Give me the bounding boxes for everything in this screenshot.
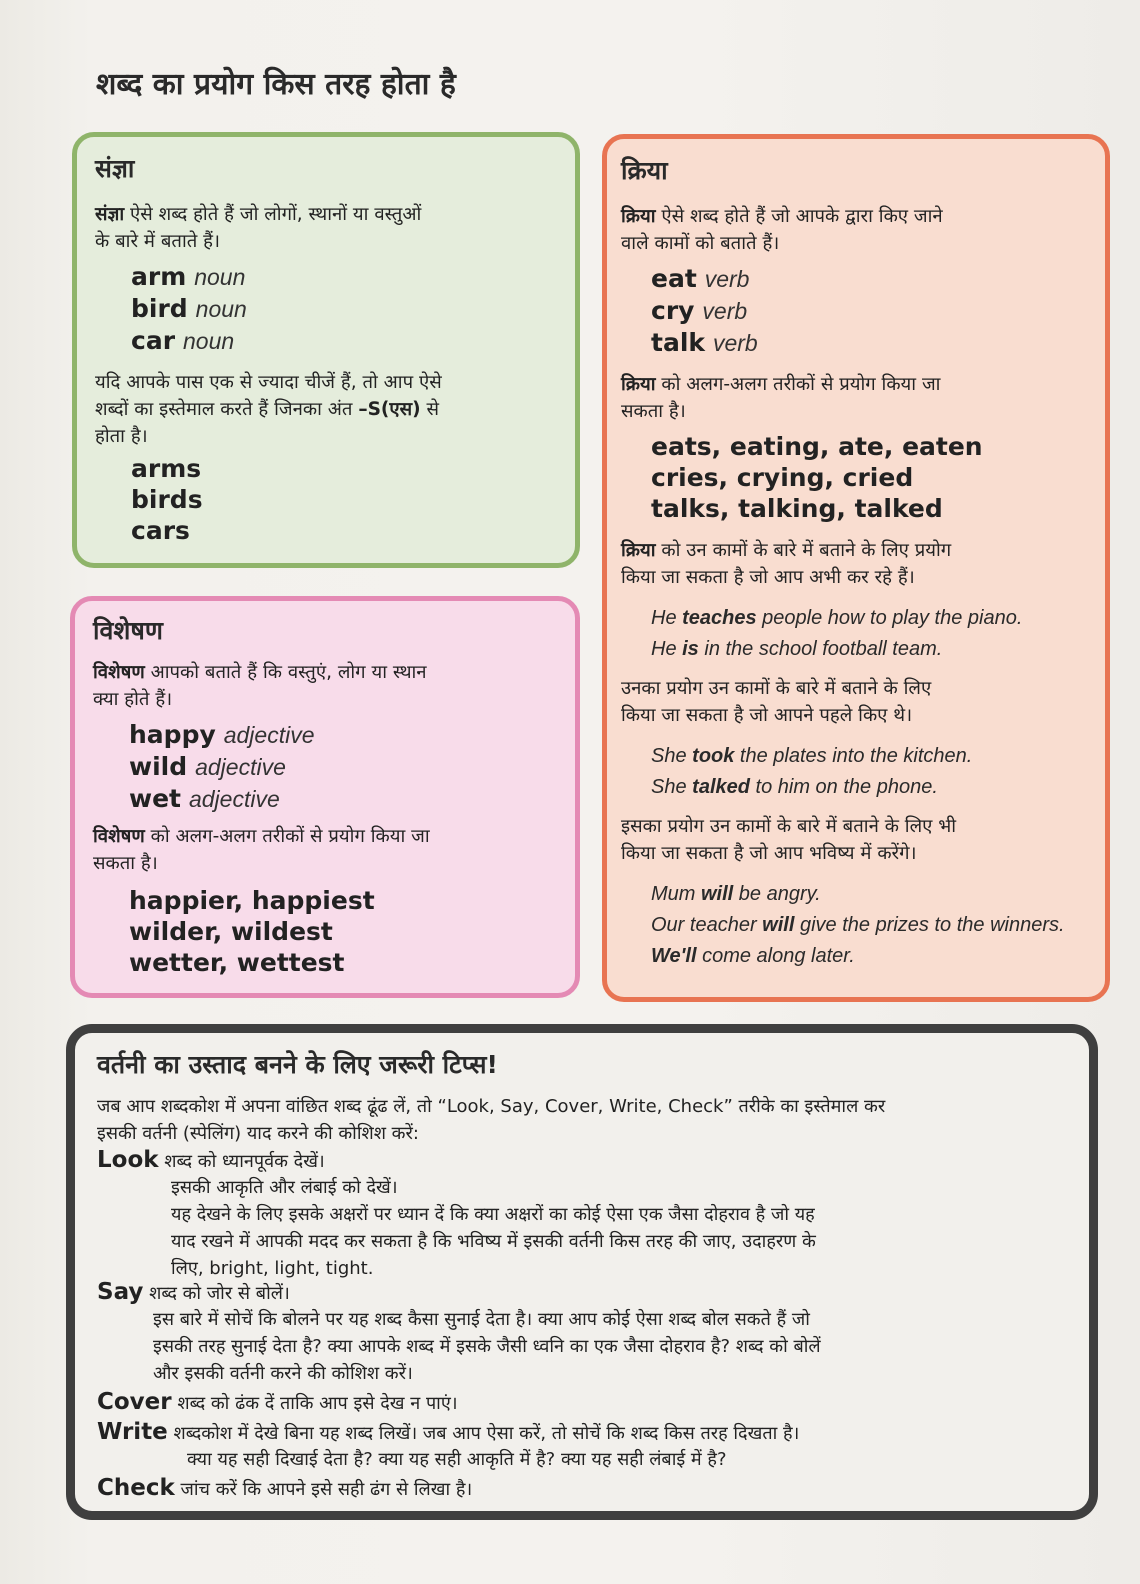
tip-write-text: शब्दकोश में देखे बिना यह शब्द लिखें। जब आप ऐसा करें, तो सोचें कि शब्द किस तरह दिखता है।	[167, 1423, 800, 1444]
verb-example	[651, 263, 758, 295]
noun-plural-line3: होता है।	[95, 426, 148, 447]
tip-write-label: Write	[97, 1419, 168, 1445]
tip-look-sub: लिए, bright, light, tight.	[171, 1258, 374, 1279]
adjective-def-term: विशेषण	[93, 662, 145, 683]
example-word: car	[131, 326, 176, 355]
tip-look-sub: यह देखने के लिए इसके अक्षरों पर ध्यान दें कि क्या अक्षरों का कोई ऐसा एक जैसा दोहराव है जो यह	[171, 1204, 815, 1225]
plural-word: cars	[131, 516, 190, 545]
part-of-speech: verb	[712, 330, 758, 356]
adjective-form: wetter, wettest	[129, 948, 345, 977]
part-of-speech: noun	[194, 264, 246, 290]
tip-look-label: Look	[97, 1147, 159, 1173]
tip-cover-label: Cover	[97, 1389, 172, 1415]
noun-example	[131, 261, 247, 293]
tip-say-label: Say	[97, 1279, 144, 1305]
tip-look-details-2	[171, 1201, 816, 1282]
plural-word: birds	[131, 485, 203, 514]
example-sentence: He teaches people how to play the piano.	[651, 607, 1023, 629]
part-of-speech: adjective	[223, 722, 315, 748]
verb-form: talks, talking, talked	[651, 494, 943, 523]
tip-say-sub: इस बारे में सोचें कि बोलने पर यह शब्द कैसा सुनाई देता है। क्या आप कोई ऐसा शब्द बोल सकते हैं जो	[153, 1309, 810, 1330]
verb-forms-line1: को अलग-अलग तरीकों से प्रयोग किया जा	[655, 374, 941, 395]
tip-look-sub: याद रखने में आपकी मदद कर सकता है कि भविष्य में इसकी वर्तनी किस तरह की जाए, उदाहरण के	[171, 1231, 816, 1252]
noun-plurals	[131, 453, 203, 546]
example-word: wet	[129, 784, 182, 813]
example-word: happy	[129, 720, 216, 749]
verb-def-line1: ऐसे शब्द होते हैं जो आपके द्वारा किए जाने	[655, 206, 943, 227]
verb-box	[602, 134, 1110, 1002]
verb-forms-term: क्रिया	[621, 374, 656, 395]
verb-forms	[651, 431, 983, 524]
verb-examples	[651, 263, 758, 359]
verb-def-line2: वाले कामों को बताते हैं।	[621, 233, 780, 254]
part-of-speech: adjective	[195, 754, 286, 780]
tip-look-text: शब्द को ध्यानपूर्वक देखें।	[158, 1151, 325, 1172]
part-of-speech: verb	[704, 266, 750, 292]
tip-write-sub: क्या यह सही दिखाई देता है? क्या यह सही आकृति में है? क्या यह सही लंबाई में है?	[187, 1449, 727, 1470]
noun-definition	[95, 201, 565, 255]
example-sentence: He is in the school football team.	[651, 638, 943, 660]
verb-definition	[621, 203, 1097, 257]
tip-look-sub: इसकी आकृति और लंबाई को देखें।	[171, 1177, 398, 1198]
noun-def-term: संज्ञा	[95, 204, 125, 225]
plural-word: arms	[131, 454, 202, 483]
tips-title: वर्तनी का उस्ताद बनने के लिए जरूरी टिप्स!	[97, 1050, 498, 1079]
verb-past-line2: किया जा सकता है जो आपने पहले किए थे।	[621, 705, 913, 726]
tip-check-text: जांच करें कि आपने इसे सही ढंग से लिखा है।	[174, 1479, 473, 1500]
verb-title: क्रिया	[621, 156, 668, 185]
adjective-forms-line2: सकता है।	[93, 853, 158, 874]
part-of-speech: noun	[195, 296, 247, 322]
tip-look-details	[171, 1174, 398, 1201]
noun-examples	[131, 261, 247, 357]
verb-present-sentences	[651, 603, 1022, 665]
example-word: arm	[131, 262, 187, 291]
noun-plural-line2: शब्दों का इस्तेमाल करते हैं जिनका अंत	[95, 399, 359, 420]
tip-write-details	[187, 1446, 727, 1473]
noun-example	[131, 325, 247, 357]
verb-past-line1: उनका प्रयोग उन कामों के बारे में बताने के लिए	[621, 678, 932, 699]
tip-say-sub: और इसकी वर्तनी करने की कोशिश करें।	[153, 1363, 413, 1384]
noun-def-line1: ऐसे शब्द होते हैं जो लोगों, स्थानों या वस्तुओं	[124, 204, 422, 225]
tip-say-sub: इसकी तरह सुनाई देता है? क्या आपके शब्द में इसके जैसी ध्वनि का एक जैसा दोहराव है? शब्द को बोलें	[153, 1336, 821, 1357]
verb-future-text	[621, 813, 1097, 867]
noun-box	[72, 132, 580, 568]
plural-suffix: –S(एस)	[358, 399, 421, 420]
tip-look	[97, 1147, 325, 1175]
tips-intro-line2: इसकी वर्तनी (स्पेलिंग) याद करने की कोशिश करें:	[97, 1123, 419, 1144]
noun-plural-text	[95, 369, 565, 450]
noun-plural-line1: यदि आपके पास एक से ज्यादा चीजें हैं, तो आप ऐसे	[95, 372, 442, 393]
example-word: eat	[651, 264, 697, 293]
adjective-forms-line1: को अलग-अलग तरीकों से प्रयोग किया जा	[144, 826, 430, 847]
adjective-example	[129, 751, 315, 783]
adjective-forms	[129, 885, 375, 978]
verb-future-line2: किया जा सकता है जो आप भविष्य में करेंगे।	[621, 843, 917, 864]
verb-forms-text	[621, 371, 1097, 425]
adjective-example	[129, 783, 315, 815]
adjective-def-line1: आपको बताते हैं कि वस्तुएं, लोग या स्थान	[144, 662, 427, 683]
example-sentence: She took the plates into the kitchen.	[651, 745, 973, 767]
verb-future-line1: इसका प्रयोग उन कामों के बारे में बताने के लिए भी	[621, 816, 957, 837]
part-of-speech: noun	[182, 328, 235, 354]
tip-say-details	[153, 1306, 821, 1387]
tip-cover	[97, 1389, 458, 1417]
spelling-tips-box	[66, 1024, 1098, 1520]
verb-present-term: क्रिया	[621, 540, 656, 561]
adjective-examples	[129, 719, 315, 815]
tip-say	[97, 1279, 290, 1307]
example-sentence: Mum will be angry.	[651, 883, 821, 905]
tip-say-text: शब्द को जोर से बोलें।	[143, 1283, 290, 1304]
verb-present-line2: किया जा सकता है जो आप अभी कर रहे हैं।	[621, 567, 915, 588]
verb-present-line1: को उन कामों के बारे में बताने के लिए प्रयोग	[655, 540, 952, 561]
example-sentence: She talked to him on the phone.	[651, 776, 938, 798]
tips-intro	[97, 1093, 1087, 1147]
tips-intro-line1: जब आप शब्दकोश में अपना वांछित शब्द ढूंढ लें, तो “Look, Say, Cover, Write, Check” तरीके का इस्तेमाल कर	[97, 1096, 886, 1117]
example-word: cry	[651, 296, 695, 325]
verb-form: cries, crying, cried	[651, 463, 914, 492]
adjective-form: happier, happiest	[129, 886, 375, 915]
adjective-form: wilder, wildest	[129, 917, 333, 946]
verb-forms-line2: सकता है।	[621, 401, 686, 422]
noun-def-line2: के बारे में बताते हैं।	[95, 231, 220, 252]
page-title: शब्द का प्रयोग किस तरह होता है	[96, 67, 456, 102]
part-of-speech: verb	[702, 298, 748, 324]
verb-past-text	[621, 675, 1097, 729]
tip-write	[97, 1419, 799, 1447]
verb-future-sentences	[651, 879, 1065, 972]
verb-example	[651, 295, 758, 327]
tip-check	[97, 1475, 472, 1503]
example-word: bird	[131, 294, 188, 323]
example-sentence: We'll come along later.	[651, 945, 855, 967]
adjective-box	[70, 596, 580, 998]
example-sentence: Our teacher will give the prizes to the winners.	[651, 914, 1065, 936]
tip-check-label: Check	[97, 1475, 175, 1501]
part-of-speech: adjective	[188, 786, 280, 812]
adjective-definition	[93, 659, 563, 713]
verb-form: eats, eating, ate, eaten	[651, 432, 983, 461]
tip-cover-text: शब्द को ढंक दें ताकि आप इसे देख न पाएं।	[171, 1393, 458, 1414]
noun-example	[131, 293, 247, 325]
adjective-example	[129, 719, 315, 751]
verb-def-term: क्रिया	[621, 206, 656, 227]
adjective-forms-text	[93, 823, 563, 877]
adjective-forms-term: विशेषण	[93, 826, 145, 847]
example-word: talk	[651, 328, 706, 357]
adjective-def-line2: क्या होते हैं।	[93, 689, 173, 710]
adjective-title: विशेषण	[93, 616, 163, 645]
noun-plural-line2-end: से	[420, 399, 439, 420]
noun-title: संज्ञा	[95, 154, 135, 183]
example-word: wild	[129, 752, 188, 781]
verb-example	[651, 327, 758, 359]
verb-past-sentences	[651, 741, 972, 803]
verb-present-text	[621, 537, 1097, 591]
